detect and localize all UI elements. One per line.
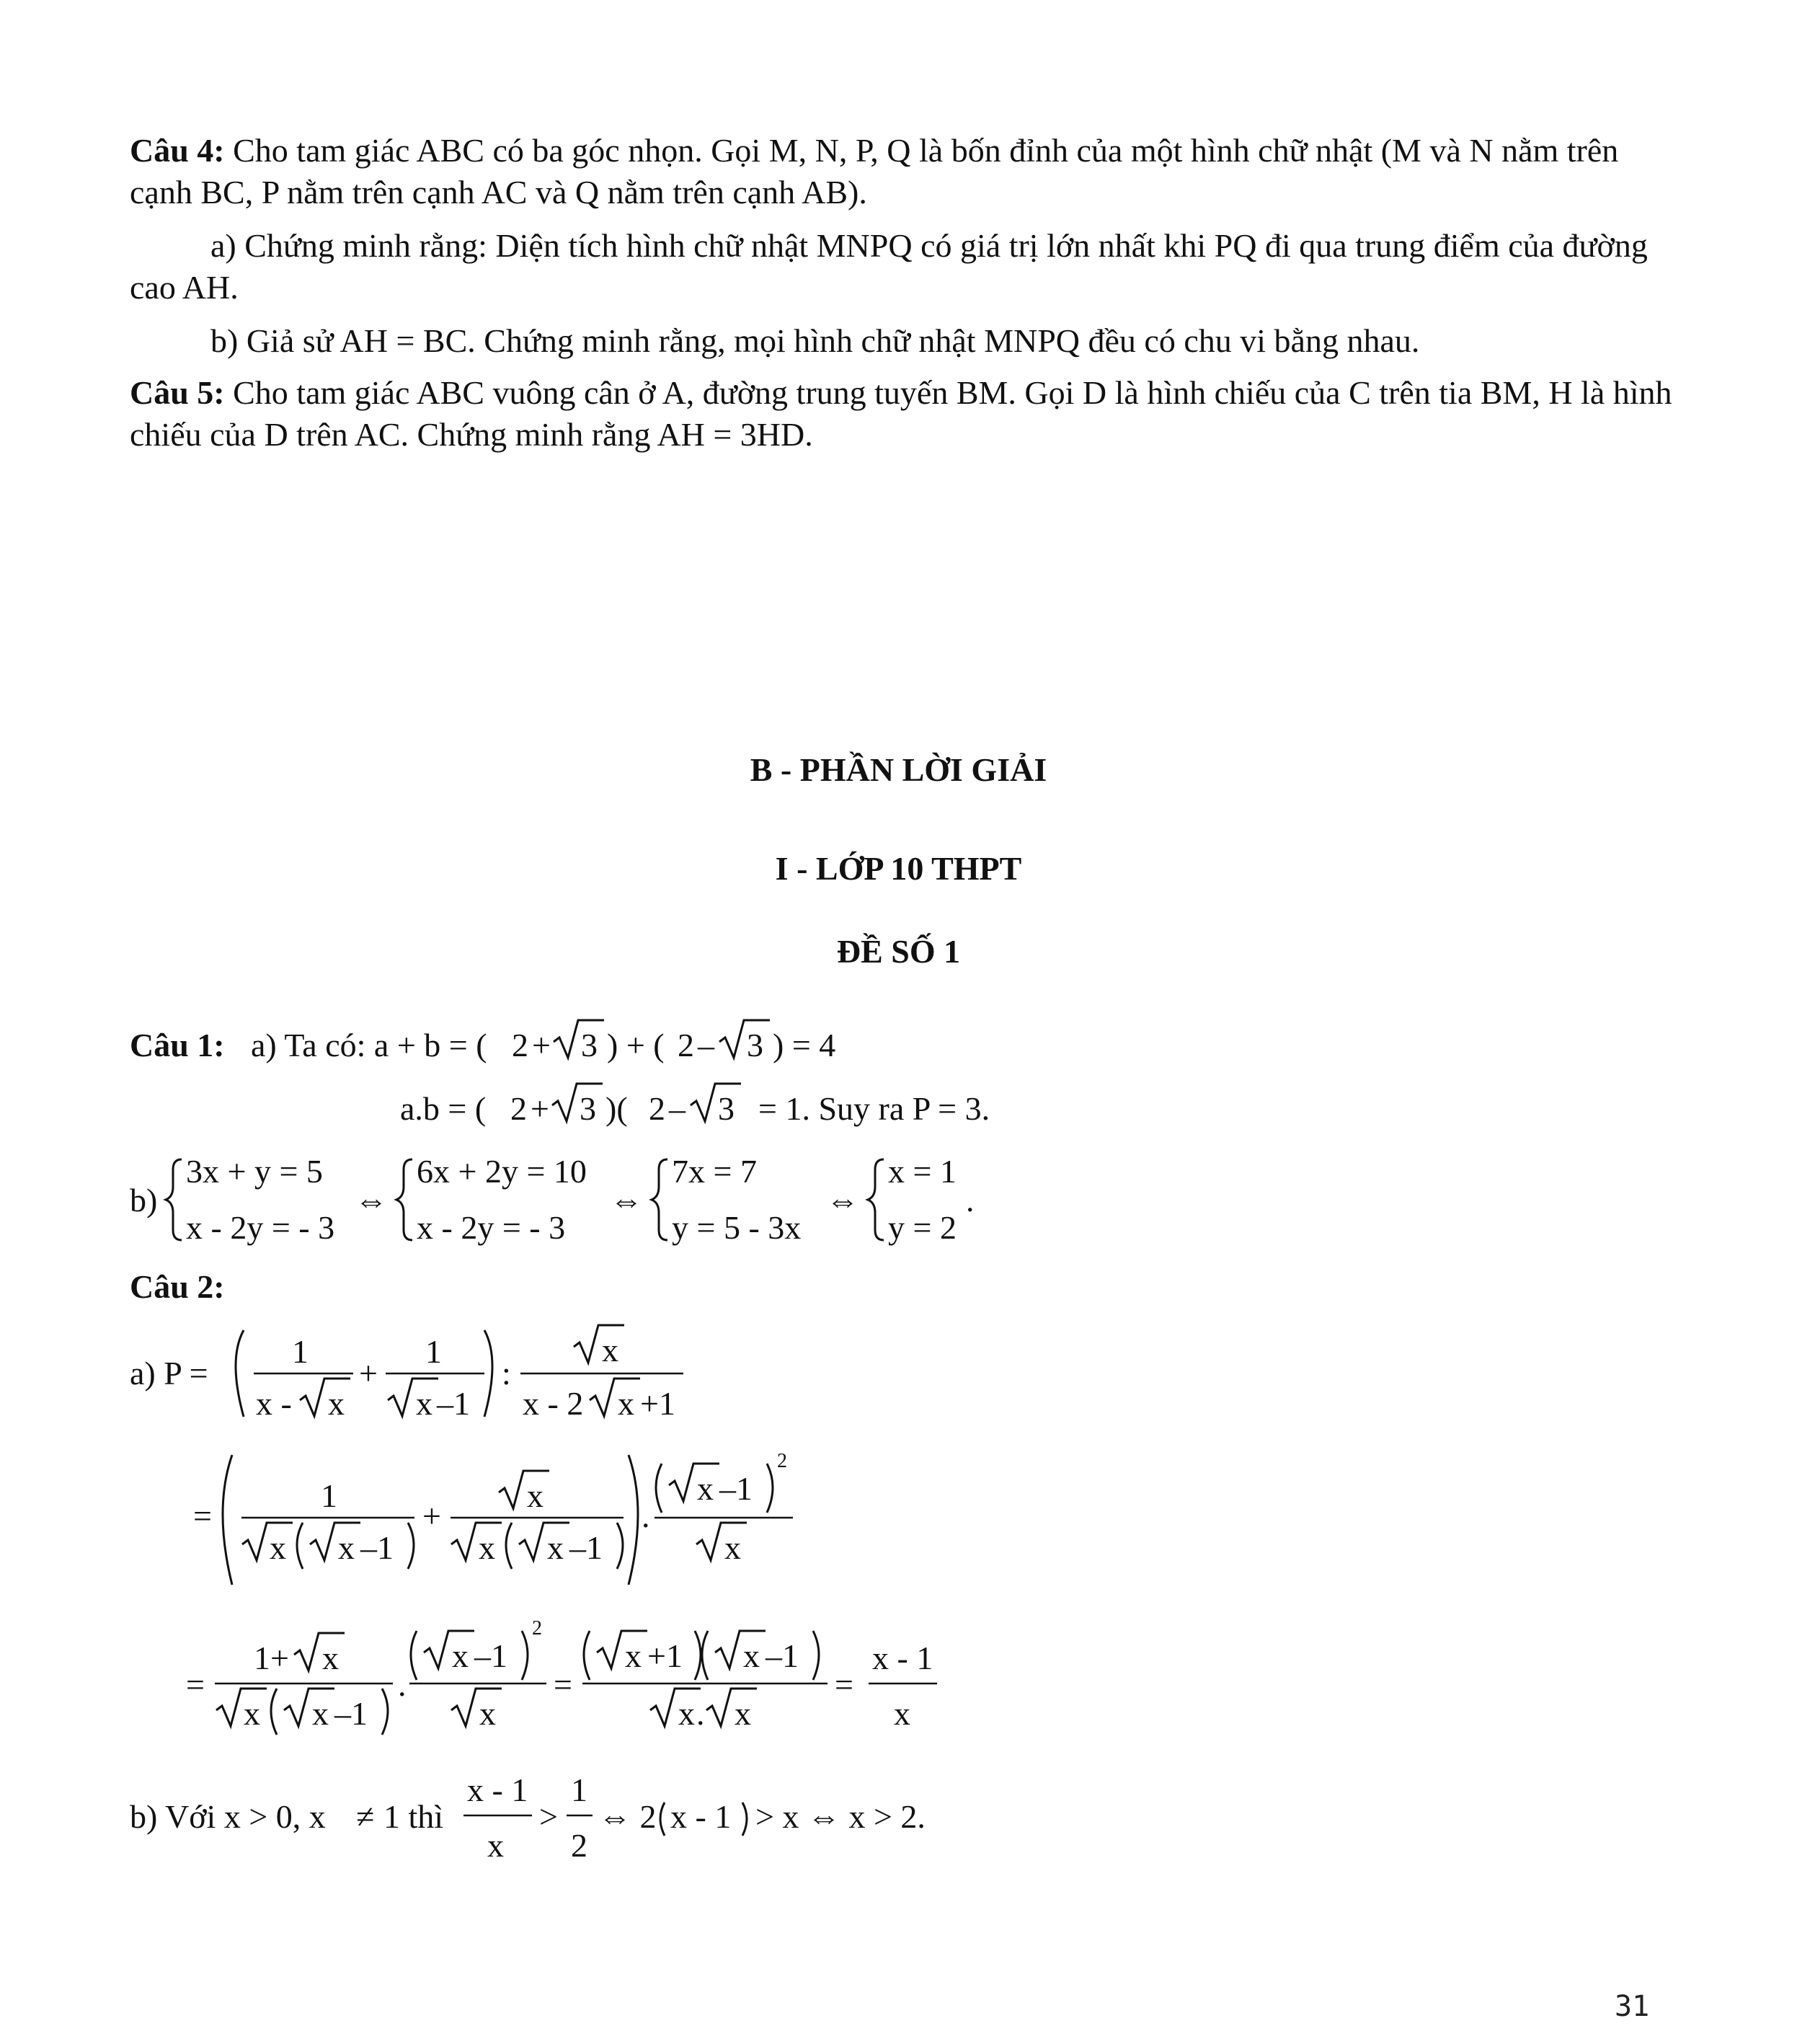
c2a-lhs: a) P = xyxy=(130,1355,208,1392)
frac9-x2: x xyxy=(743,1637,760,1674)
system-4-top: x = 1 xyxy=(888,1153,957,1190)
question-4b: b) Giả sử AH = BC. Chứng minh rằng, mọi hình chữ nhật MNPQ đều có chu vi bằng nhau. xyxy=(210,322,1420,359)
c2b-half-den: 2 xyxy=(571,1827,587,1864)
frac6-num-lp xyxy=(656,1464,662,1513)
frac7-den-minus: –1 xyxy=(334,1695,368,1732)
system-2-bottom: x - 2y = - 3 xyxy=(417,1209,566,1246)
frac6-den-x: x xyxy=(724,1529,741,1566)
frac3-den-x: x xyxy=(618,1385,634,1422)
c1-ab-three: 3 xyxy=(580,1090,596,1127)
eq-3: = xyxy=(186,1666,205,1703)
c1-three-b: 3 xyxy=(747,1027,763,1063)
frac9-den-x1: x xyxy=(678,1695,695,1732)
frac6-num-rp xyxy=(767,1464,773,1513)
c1-ab-two-b: 2 xyxy=(649,1090,665,1127)
frac3-den-a: x - 2 xyxy=(523,1385,584,1422)
frac4-inner-lp xyxy=(297,1523,303,1569)
c1-label: Câu 1: xyxy=(130,1027,225,1063)
frac4-den-minus: –1 xyxy=(360,1529,394,1566)
page-number: 31 xyxy=(1615,1990,1650,2023)
frac2-den-minus: –1 xyxy=(437,1385,470,1422)
section-heading: B - PHẦN LỜI GIẢI xyxy=(750,751,1047,788)
c2b-rest-1: ⇔ 2 xyxy=(598,1798,657,1835)
frac4-num: 1 xyxy=(321,1477,337,1514)
frac2-num: 1 xyxy=(425,1333,442,1370)
paren-left-2 xyxy=(223,1455,232,1585)
frac9-den-dot: . xyxy=(696,1695,705,1732)
frac9-x1: x xyxy=(625,1637,642,1674)
frac4-den-x2: x xyxy=(338,1529,355,1566)
frac7-den-x2: x xyxy=(312,1695,329,1732)
system-1-brace xyxy=(166,1159,182,1240)
c2b-text: b) Với x > 0, x xyxy=(130,1798,326,1835)
c2b-rest-3: > x ⇔ x > 2. xyxy=(755,1798,926,1835)
frac1-den-a: x - xyxy=(256,1385,292,1422)
c1-ab-plus: + xyxy=(531,1090,549,1127)
system-4-bottom: y = 2 xyxy=(888,1209,957,1246)
frac5-inner-lp xyxy=(506,1523,512,1569)
system-2-brace xyxy=(396,1159,412,1240)
question-4a: a) Chứng minh rằng: Diện tích hình chữ nhật MNPQ có giá trị lớn nhất khi PQ đi qua trung điểm của đường cao AH. xyxy=(130,227,1648,306)
c2-label: Câu 2: xyxy=(130,1268,225,1305)
colon: : xyxy=(502,1355,511,1392)
c1-end: ) = 4 xyxy=(773,1027,836,1063)
paren-right-1 xyxy=(484,1330,492,1417)
dot-1: . xyxy=(642,1497,650,1534)
system-3-brace xyxy=(652,1159,667,1240)
c2b-gt: > xyxy=(539,1798,558,1835)
system-3-bottom: y = 5 - 3x xyxy=(672,1209,802,1246)
frac8-num-rp xyxy=(522,1631,528,1680)
frac7-den-x1: x xyxy=(244,1695,260,1732)
frac8-square: 2 xyxy=(532,1617,542,1640)
frac6-square: 2 xyxy=(777,1450,787,1472)
frac9-lp1 xyxy=(584,1631,590,1680)
frac3-num-x: x xyxy=(602,1332,618,1368)
c1-intro: a) Ta có: a + b = ( xyxy=(251,1027,487,1063)
frac10-num: x - 1 xyxy=(872,1640,933,1676)
paren-right-2 xyxy=(629,1455,638,1585)
c1-two-b: 2 xyxy=(678,1027,694,1063)
system-1-top: 3x + y = 5 xyxy=(186,1153,323,1190)
frac8-num-lp xyxy=(411,1631,417,1680)
frac9-lp2 xyxy=(702,1631,708,1680)
plus-2: + xyxy=(422,1497,441,1534)
question-4-text: Cho tam giác ABC có ba góc nhọn. Gọi M, N, P, Q là bốn đỉnh của một hình chữ nhật (M và N nằm trên cạnh BC, P nằm trên cạnh AC và Q nằm trên cạnh AB). xyxy=(130,132,1619,211)
c1-two: 2 xyxy=(512,1027,528,1063)
frac7-num-x: x xyxy=(322,1640,339,1676)
equiv-1: ⇔ xyxy=(355,1182,388,1218)
question-4-label: Câu 4: xyxy=(130,132,225,169)
frac9-rp2 xyxy=(813,1631,819,1680)
frac5-num-x: x xyxy=(527,1477,543,1514)
frac7-num: 1+ xyxy=(254,1640,289,1676)
c1-ab-minus: – xyxy=(669,1090,685,1127)
c2b-rest-2: x - 1 xyxy=(670,1798,732,1835)
system-4-brace xyxy=(868,1159,884,1240)
paren-left-1 xyxy=(236,1330,244,1417)
dot-2: . xyxy=(398,1666,407,1703)
c1-ab-two: 2 xyxy=(510,1090,527,1127)
eq-5: = xyxy=(835,1666,853,1703)
frac2-den-x: x xyxy=(416,1385,432,1422)
exam-heading: ĐỀ SỐ 1 xyxy=(836,933,961,970)
c2b-frac-den: x xyxy=(487,1827,504,1864)
frac7-inner-lp xyxy=(271,1689,277,1735)
eq-2: = xyxy=(193,1497,212,1534)
frac9-plus: +1 xyxy=(647,1637,683,1674)
c1-ab: a.b = ( xyxy=(400,1090,487,1127)
c1-plus: + xyxy=(532,1027,551,1063)
grade-heading: I - LỚP 10 THPT xyxy=(775,850,1022,887)
frac8-num-x: x xyxy=(452,1637,469,1674)
system-1-bottom: x - 2y = - 3 xyxy=(186,1209,335,1246)
c2b-lp xyxy=(660,1802,665,1836)
frac1-num: 1 xyxy=(292,1333,309,1370)
c2b-half-num: 1 xyxy=(571,1771,587,1808)
frac4-den-x1: x xyxy=(270,1529,286,1566)
frac6-num-x: x xyxy=(697,1470,714,1507)
c1b-label: b) xyxy=(130,1182,158,1218)
frac6-num-minus: –1 xyxy=(719,1470,753,1507)
frac10-den: x xyxy=(894,1695,910,1732)
c1-ab-close: )( xyxy=(605,1090,628,1127)
c2b-one-then: 1 thì xyxy=(383,1798,444,1835)
question-5-text: Cho tam giác ABC vuông cân ở A, đường trung tuyến BM. Gọi D là hình chiếu của C trên tia BM, H là hình chiếu của D trên AC. Chứng minh rằng AH = 3HD. xyxy=(130,374,1672,453)
frac9-minus: –1 xyxy=(766,1637,799,1674)
frac9-rp1 xyxy=(695,1631,701,1680)
frac5-den-x1: x xyxy=(479,1529,495,1566)
eq-4: = xyxy=(554,1666,572,1703)
frac4-inner-rp xyxy=(408,1523,414,1569)
frac1-den-x: x xyxy=(328,1385,345,1422)
frac7-inner-rp xyxy=(382,1689,388,1735)
c2b-rp xyxy=(742,1802,747,1836)
equiv-3: ⇔ xyxy=(826,1182,859,1218)
frac5-den-minus: –1 xyxy=(569,1529,603,1566)
frac8-num-minus: –1 xyxy=(474,1637,507,1674)
c1-minus: – xyxy=(698,1027,714,1063)
c1-ab-three-b: 3 xyxy=(718,1090,735,1127)
frac9-den-x2: x xyxy=(735,1695,751,1732)
c1-ab-eq: = 1. Suy ra P = 3. xyxy=(758,1090,990,1127)
frac8-den-x: x xyxy=(479,1695,496,1732)
frac3-den-plus: +1 xyxy=(640,1385,675,1422)
system-period: . xyxy=(966,1182,975,1218)
plus-1: + xyxy=(359,1355,378,1392)
question-5-label: Câu 5: xyxy=(130,374,225,411)
c1-mid: ) + ( xyxy=(607,1027,665,1063)
frac5-den-x2: x xyxy=(547,1529,564,1566)
c2b-neq: ≠ xyxy=(356,1798,375,1835)
system-3-top: 7x = 7 xyxy=(672,1153,757,1190)
equiv-2: ⇔ xyxy=(610,1182,643,1218)
frac5-inner-rp xyxy=(617,1523,623,1569)
c2b-frac-num: x - 1 xyxy=(467,1771,528,1808)
c1-three: 3 xyxy=(581,1027,598,1063)
system-2-top: 6x + 2y = 10 xyxy=(417,1153,587,1190)
